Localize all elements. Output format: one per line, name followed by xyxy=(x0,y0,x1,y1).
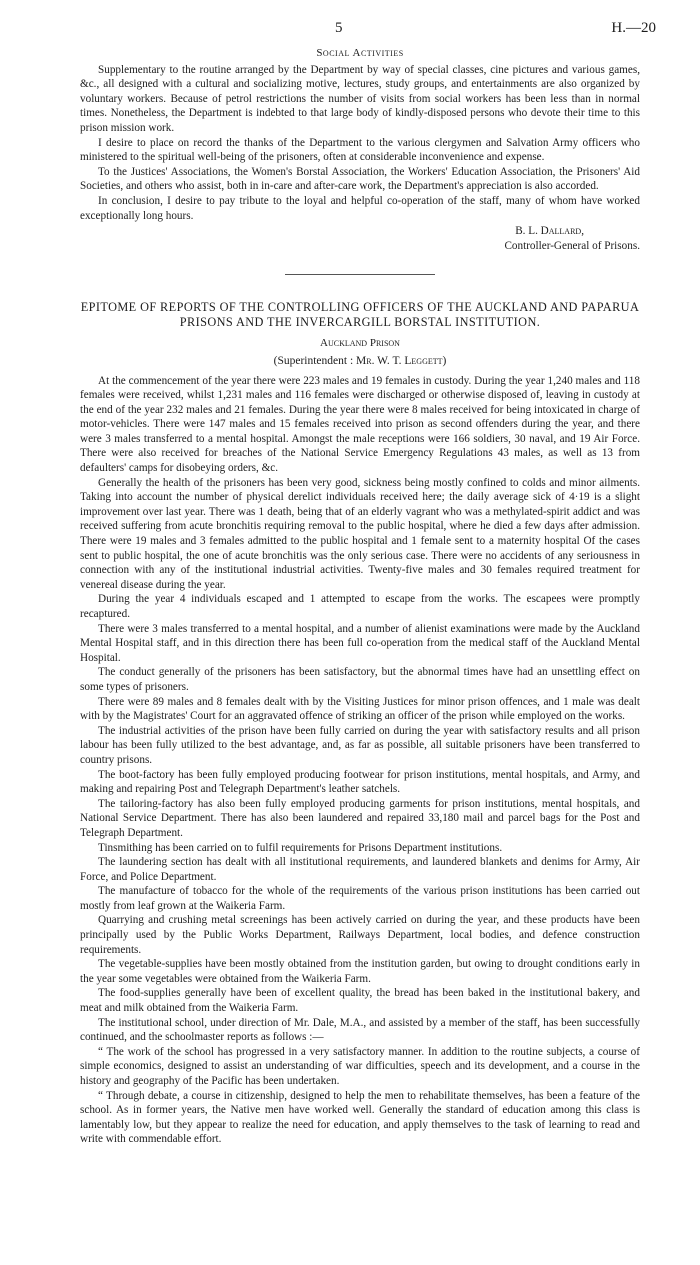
superintendent-label: (Superintendent : xyxy=(273,354,354,367)
paragraph: During the year 4 individuals escaped and 1 attempted to escape from the works. The escapees were promptly recaptured. xyxy=(80,593,640,620)
social-activities-heading: Social Activities xyxy=(316,47,404,59)
section-divider xyxy=(285,274,435,275)
superintendent-name: Mr. W. T. Leggett) xyxy=(356,354,447,367)
page-header xyxy=(0,20,700,40)
paragraph: Generally the health of the prisoners has been very good, sickness being mostly confined to colds and minor ailments. Taking into account the number of physical derelict individuals received here; the daily average sick of 4·19 is a slight improvement over last year. There was 1 death, being that of an elderly vagrant who was a methylated-spirit addict and was received suffering from acute bronchitis requiring removal to the public hospital, where he died a few days after admission. There were 19 males and 3 females admitted to the public hospital and 1 female sent to a maternity hospital Of the cases sent to public hospital, the one of acute bronchitis was the only serious case. There were no accidents of any seriousness in connection with any of the institutional industrial activities. Twenty-five males and 30 females required treatment for venereal disease during the year. xyxy=(80,476,640,591)
paragraph: The industrial activities of the prison have been fully carried on during the year with satisfactory results and all prison labour has been fully utilized to the best advantage, and, as far as possible, all suitable prisoners have been transferred to country prisons. xyxy=(80,724,640,766)
paragraph: The food-supplies generally have been of excellent quality, the bread has been baked in the institutional bakery, and meat and milk obtained from the Waikeria Farm. xyxy=(80,987,640,1015)
paragraph: In conclusion, I desire to pay tribute to the loyal and helpful co-operation of the staff, many of whom have worked exceptionally long hours. xyxy=(80,194,640,222)
paragraph: The vegetable-supplies have been mostly obtained from the institution garden, but owing to drought conditions early in the year some vegetables were obtained from the Waikeria Farm. xyxy=(80,958,640,985)
paragraph: At the commencement of the year there were 223 males and 19 females in custody. During the year 1,240 males and 118 females were received, whilst 1,231 males and 116 females were discharged or otherwise disposed of, leaving in custody at the end of the year 232 males and 21 females. During the year there were 8 males received for being intoxicated in charge of motor-vehicles. There were 147 males and 15 females received into prison as second offenders during the year, and there were 3 males transferred to a mental hospital. Amongst the male receptions were 166 soldiers, 30 naval, and 19 Air Force. There were also received for breaches of the National Service Emergency Regulations 43 males, as well as 13 from defaulters' camps for disobeying orders, &c. xyxy=(80,374,640,475)
superintendent-line xyxy=(80,354,640,369)
paragraph: Quarrying and crushing metal screenings has been actively carried on during the year, and these products have been principally used by the Public Works Department, Railways Department, local bodies, and defence construction requirements. xyxy=(80,914,640,956)
paragraph: “ The work of the school has progressed in a very satisfactory manner. In addition to the routine subjects, a course of simple economics, designed to assist an understanding of war difficulties, speech and its development, and a course in the history and geography of the Pacific has been undertaken. xyxy=(80,1045,640,1087)
signature-block xyxy=(80,224,640,253)
page-number: 5 xyxy=(335,20,343,36)
paragraph: I desire to place on record the thanks of the Department to the various clergymen and Salvation Army officers who ministered to the spiritual well-being of the prisoners, often at considerable inconvenience and expense. xyxy=(80,136,640,164)
document-reference: H.—20 xyxy=(611,20,656,36)
paragraph: The manufacture of tobacco for the whole of the requirements of the various prison institutions has been carried out mostly from leaf grown at the Waikeria Farm. xyxy=(80,885,640,912)
paragraph: There were 3 males transferred to a mental hospital, and a number of alienist examinations were made by the Auckland Mental Hospital staff, and in this direction there has been full co-operation from the medical staff of the Auckland Mental Hospital. xyxy=(80,622,640,664)
paragraph: To the Justices' Associations, the Women's Borstal Association, the Workers' Education Association, the Prisoners' Aid Societies, and others who assist, both in in-care and after-care work, the Department's appreciation is also accorded. xyxy=(80,165,640,193)
paragraph: Supplementary to the routine arranged by the Department by way of special classes, cine pictures and various games, &c., all designed with a cultural and socializing motive, lectures, study groups, and entertainments are also organized by voluntary workers. Because of petrol restrictions the number of visits from social workers has been less than in normal times. Nonetheless, the Department is indebted to that large body of kindly-disposed persons who devote their time to this prison mission work. xyxy=(80,63,640,134)
paragraph: There were 89 males and 8 females dealt with by the Visiting Justices for minor prison offences, and 1 male was dealt with by the Magistrates' Court for an aggravated offence of striking an officer of the prison while employed on the works. xyxy=(80,695,640,723)
paragraph: The institutional school, under direction of Mr. Dale, M.A., and assisted by a member of the staff, has been successfully continued, and the schoolmaster reports as follows :— xyxy=(80,1016,640,1044)
epitome-title: EPITOME OF REPORTS OF THE CONTROLLING OFFICERS OF THE AUCKLAND AND PAPARUA PRISONS AND THE INVERCARGILL BORSTAL INSTITUTION. xyxy=(80,300,640,330)
signature-title: Controller-General of Prisons. xyxy=(504,239,640,252)
auckland-prison-heading: Auckland Prison xyxy=(320,337,400,350)
page-body xyxy=(80,46,640,1147)
paragraph: The boot-factory has been fully employed producing footwear for prison institutions, mental hospitals, and Army, and making and repairing Post and Telegraph Department's leather satchels. xyxy=(80,768,640,796)
paragraph: The conduct generally of the prisoners has been satisfactory, but the abnormal times have had an unsettling effect on some types of prisoners. xyxy=(80,666,640,693)
signature-name: B. L. Dallard, xyxy=(515,225,584,238)
paragraph: “ Through debate, a course in citizenship, designed to help the men to rehabilitate themselves, has been a feature of the school. As in former years, the Native men have worked well. Generally the standard of education among this class is lamentably low, but they appear to realize the need for education, and apply themselves to the task of learning to read and write with commendable effort. xyxy=(80,1089,640,1146)
paragraph: Tinsmithing has been carried on to fulfil requirements for Prisons Department institutions. xyxy=(98,841,503,854)
paragraph: The laundering section has dealt with all institutional requirements, and laundered blankets and denims for Army, Air Force, and Police Department. xyxy=(80,856,640,883)
paragraph: The tailoring-factory has also been fully employed producing garments for prison institutions, mental hospitals, and National Service Department. There has also been laundered and repaired 33,180 mail and parcel bags for the Post and Telegraph Department. xyxy=(80,797,640,839)
